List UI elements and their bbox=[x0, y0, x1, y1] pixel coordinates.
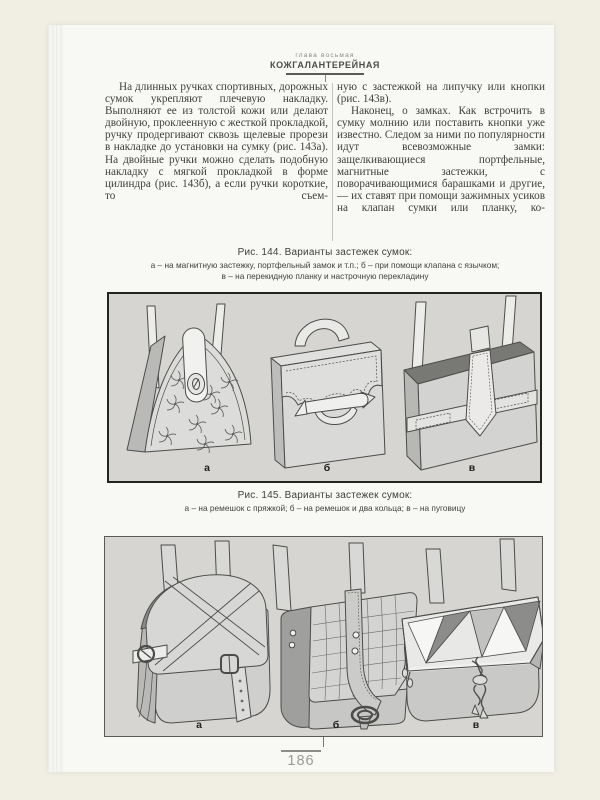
footer-rule bbox=[281, 750, 321, 752]
figure-144-label-v: в bbox=[468, 462, 476, 474]
figure-145-illustration bbox=[105, 537, 542, 736]
figure-144-panel bbox=[107, 292, 542, 483]
chapter-label: глава восьмая bbox=[295, 52, 355, 59]
body-text bbox=[105, 81, 545, 243]
bag-145a-strap-buckle bbox=[133, 541, 270, 723]
figure-145-label-v: в bbox=[472, 719, 480, 731]
figure-144-caption-line: в – на перекидную планку и настрочную перекладину bbox=[221, 270, 429, 281]
figure-144-label-a: а bbox=[204, 462, 210, 474]
page-header bbox=[105, 52, 545, 82]
text-column-left bbox=[105, 81, 328, 243]
chapter-title: КОЖГАЛАНТЕРЕЙНАЯ bbox=[269, 60, 380, 70]
bag-144b-flap-tongue bbox=[271, 319, 385, 468]
figure-144-caption-line: а – на магнитную застежку, портфельный замок и т.п.; б – при помощи клапана с язычком; bbox=[150, 260, 500, 270]
figure-145-caption-line: а – на ремешок с пряжкой; б – на ремешок и два кольца; в – на пуговицу bbox=[184, 503, 466, 513]
paragraph: Наконец, о замках. Как встрочить в сумку молнию или поставить кнопки уже известно. Следом за ними по популярности идут всевозможные замки: защелкивающиеся портфельные, магнитные застежки, с поворачивающимися барашками и другие, — их ставят при помощи зажимных усиков на клапан сумки или планку, ко- bbox=[337, 105, 545, 214]
bag-145v-button-loop bbox=[402, 539, 542, 721]
figure-145-panel bbox=[104, 536, 543, 737]
figure-145-label-a: а bbox=[196, 719, 202, 731]
bag-144v-swing-band bbox=[404, 296, 537, 470]
bag-145b-strap-rings bbox=[273, 543, 417, 729]
book-page bbox=[48, 25, 554, 772]
figure-144-label-b: б bbox=[323, 462, 331, 474]
bag-144a-magnetic-clasp bbox=[127, 304, 251, 453]
column-divider bbox=[332, 83, 333, 241]
figure-145-title: Рис. 145. Варианты застежек сумок: bbox=[237, 490, 413, 501]
footer-tick bbox=[323, 737, 324, 747]
figure-144-illustration bbox=[109, 294, 540, 481]
figure-144-caption bbox=[88, 247, 562, 281]
paragraph: На длинных ручках спортивных, дорожных сумок укрепляют плечевую накладку. Выполняют ее из толстой кожи или делают двойную, проклеенную с жесткой прокладкой, ручку продергивают сквозь щелевые прорези в накладке до установки на сумку (рис. 143а). На двойные ручки можно сделать подобную накладку с мягкой прокладкой в форме цилиндра (рис. 143б), а если ручки короткие, то съем- bbox=[105, 81, 328, 202]
text-column-right bbox=[337, 81, 545, 243]
page-gutter-shading bbox=[48, 25, 64, 772]
page-number: 186 bbox=[287, 753, 315, 769]
figure-145-label-b: б bbox=[332, 719, 340, 731]
figure-145-caption bbox=[88, 490, 562, 514]
paragraph: ную с застежкой на липучку или кнопки (рис. 143в). bbox=[337, 81, 545, 106]
figure-144-title: Рис. 144. Варианты застежек сумок: bbox=[237, 247, 413, 258]
